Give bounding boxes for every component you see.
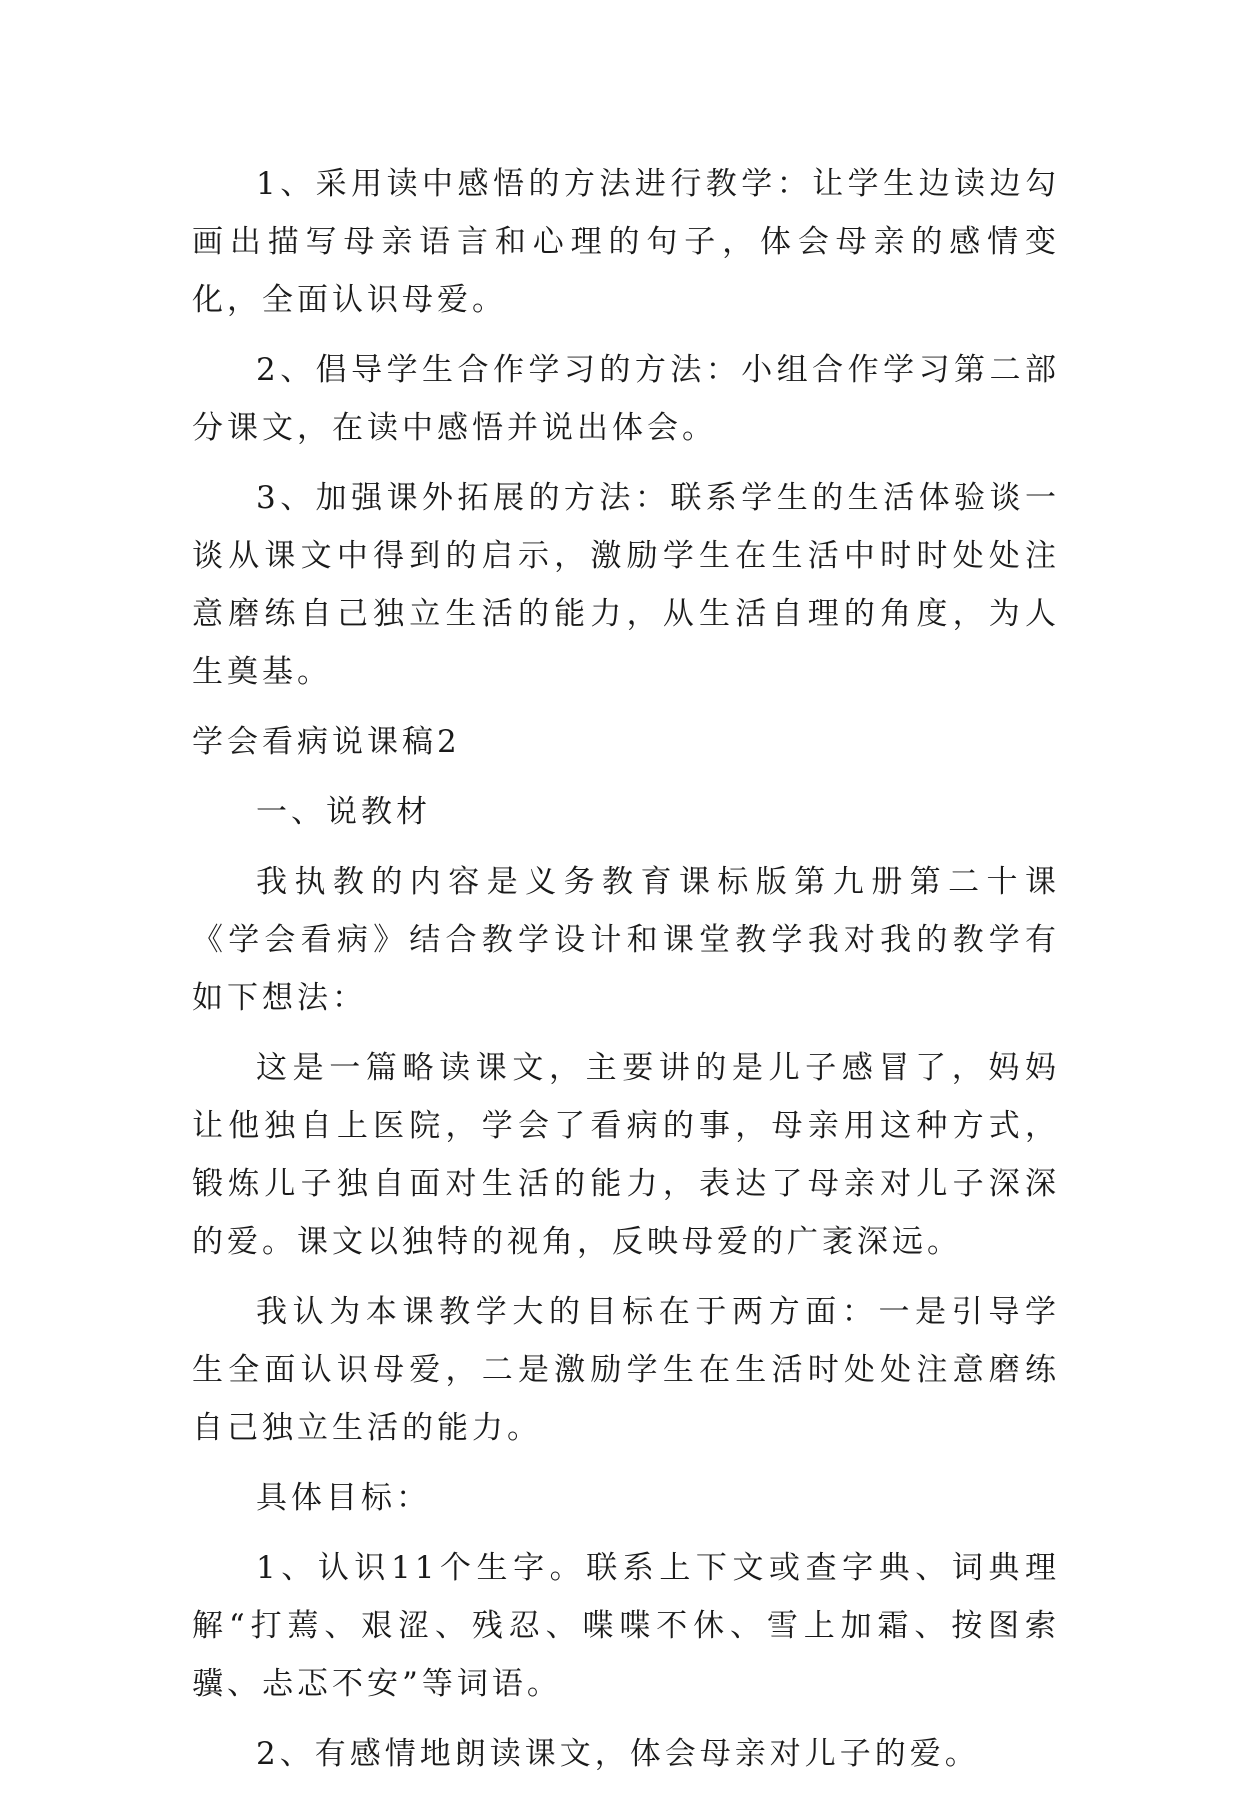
paragraph-summary: 这是一篇略读课文，主要讲的是儿子感冒了，妈妈让他独自上医院，学会了看病的事，母亲用这种方式，锻炼儿子独自面对生活的能力，表达了母亲对儿子深深的爱。课文以独特的视角，反映母爱的广袤深远。 [192, 1050, 1060, 1260]
paragraph-method-2: 2、倡导学生合作学习的方法：小组合作学习第二部分课文，在读中感悟并说出体会。 [192, 352, 1060, 446]
paragraph-method-1: 1、采用读中感悟的方法进行教学：让学生边读边勾画出描写母亲语言和心理的句子，体会母亲的感情变化，全面认识母爱。 [192, 166, 1060, 318]
paragraph-method-3: 3、加强课外拓展的方法：联系学生的生活体验谈一谈从课文中得到的启示，激励学生在生活中时时处处注意磨练自己独立生活的能力，从生活自理的角度，为人生奠基。 [192, 480, 1060, 690]
paragraph-intro: 我执教的内容是义务教育课标版第九册第二十课《学会看病》结合教学设计和课堂教学我对我的教学有如下想法： [192, 864, 1060, 1016]
section-heading: 学会看病说课稿2 [192, 724, 461, 760]
paragraph-goal-2: 2、有感情地朗读课文，体会母亲对儿子的爱。 [256, 1736, 980, 1772]
paragraph-goal-1: 1、认识11个生字。联系上下文或查字典、词典理解“打蔫、艰涩、残忍、喋喋不休、雪上加霜、按图索骥、忐忑不安”等词语。 [192, 1550, 1060, 1702]
subsection-heading: 一、说教材 [256, 794, 431, 830]
paragraph-goals: 我认为本课教学大的目标在于两方面：一是引导学生全面认识母爱，二是激励学生在生活时处处注意磨练自己独立生活的能力。 [192, 1294, 1060, 1446]
document-body [192, 155, 1060, 1795]
paragraph-specific-goals-label: 具体目标： [256, 1480, 431, 1516]
